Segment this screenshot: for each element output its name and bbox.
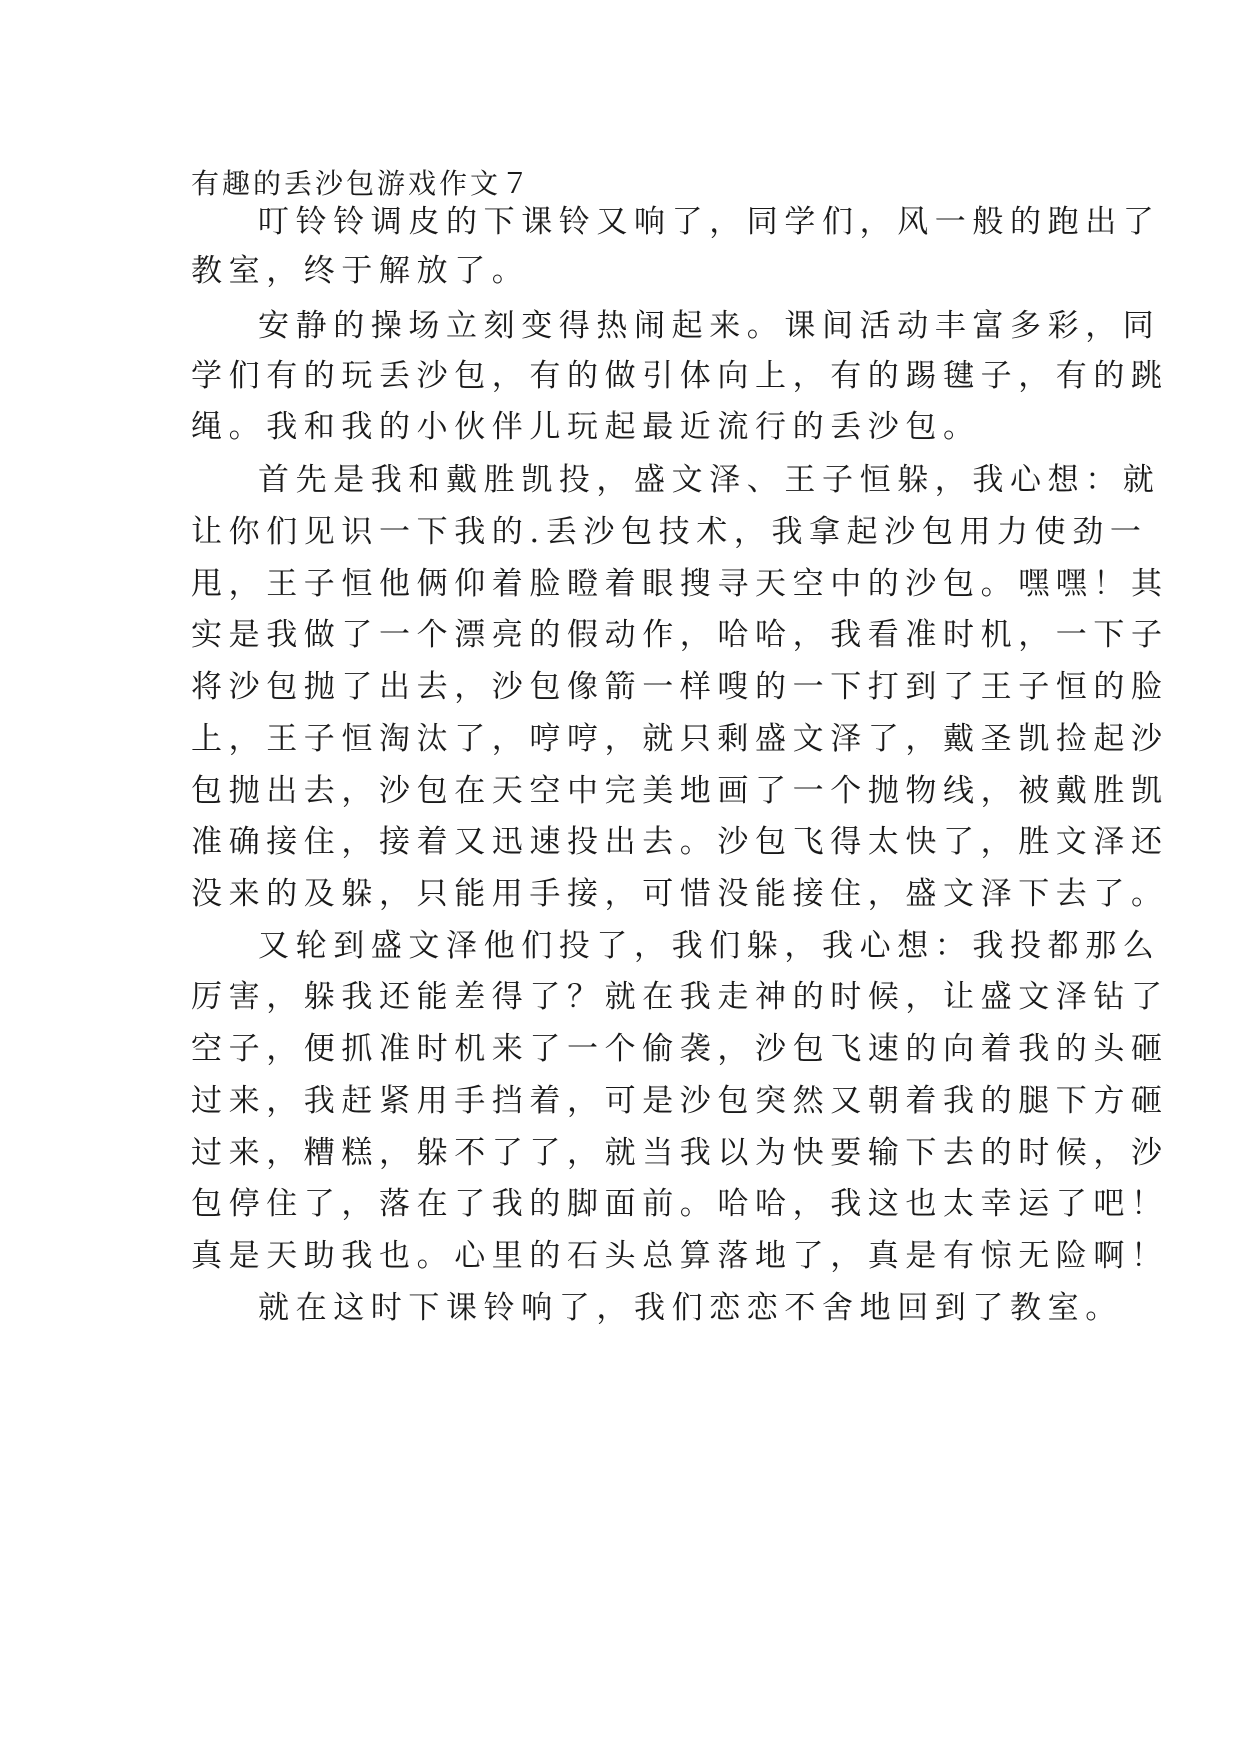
- paragraph-4-line-4: 过来，我赶紧用手挡着，可是沙包突然又朝着我的腿下方砸: [191, 1083, 1169, 1119]
- paragraph-4-line-1: 又轮到盛文泽他们投了，我们躲，我心想：我投都那么: [258, 928, 1161, 964]
- paragraph-1-line-1: 叮铃铃调皮的下课铃又响了，同学们，风一般的跑出了: [258, 204, 1161, 240]
- paragraph-3-line-8: 准确接住，接着又迅速投出去。沙包飞得太快了，胜文泽还: [191, 824, 1169, 860]
- paragraph-4-line-5: 过来，糟糕，躲不了了，就当我以为快要输下去的时候，沙: [191, 1135, 1169, 1171]
- paragraph-5-line-1: 就在这时下课铃响了，我们恋恋不舍地回到了教室。: [258, 1290, 1123, 1326]
- paragraph-3-line-6: 上，王子恒淘汰了，哼哼，就只剩盛文泽了，戴圣凯捡起沙: [191, 721, 1169, 757]
- paragraph-4-line-6: 包停住了，落在了我的脚面前。哈哈，我这也太幸运了吧！: [191, 1186, 1169, 1222]
- paragraph-3-line-9: 没来的及躲，只能用手接，可惜没能接住，盛文泽下去了。: [191, 876, 1169, 912]
- essay-title: 有趣的丢沙包游戏作文７: [191, 167, 533, 200]
- paragraph-1-line-2: 教室，终于解放了。: [191, 253, 530, 289]
- paragraph-3-line-7: 包抛出去，沙包在天空中完美地画了一个抛物线，被戴胜凯: [191, 773, 1169, 809]
- paragraph-2-line-3: 绳。我和我的小伙伴儿玩起最近流行的丢沙包。: [191, 409, 981, 445]
- paragraph-3-line-5: 将沙包抛了出去，沙包像箭一样嗖的一下打到了王子恒的脸: [191, 669, 1169, 705]
- paragraph-4-line-7: 真是天助我也。心里的石头总算落地了，真是有惊无险啊！: [191, 1238, 1169, 1274]
- paragraph-3-line-2: 让你们见识一下我的.丢沙包技术，我拿起沙包用力使劲一: [191, 514, 1148, 550]
- paragraph-2-line-1: 安静的操场立刻变得热闹起来。课间活动丰富多彩，同: [258, 308, 1161, 344]
- paragraph-3-line-4: 实是我做了一个漂亮的假动作，哈哈，我看准时机，一下子: [191, 617, 1169, 653]
- paragraph-2-line-2: 学们有的玩丢沙包，有的做引体向上，有的踢毽子，有的跳: [191, 358, 1169, 394]
- paragraph-3-line-3: 甩，王子恒他俩仰着脸瞪着眼搜寻天空中的沙包。嘿嘿！其: [191, 566, 1169, 602]
- paragraph-4-line-2: 厉害，躲我还能差得了？就在我走神的时候，让盛文泽钻了: [191, 979, 1169, 1015]
- paragraph-4-line-3: 空子，便抓准时机来了一个偷袭，沙包飞速的向着我的头砸: [191, 1031, 1169, 1067]
- paragraph-3-line-1: 首先是我和戴胜凯投，盛文泽、王子恒躲，我心想：就: [258, 462, 1161, 498]
